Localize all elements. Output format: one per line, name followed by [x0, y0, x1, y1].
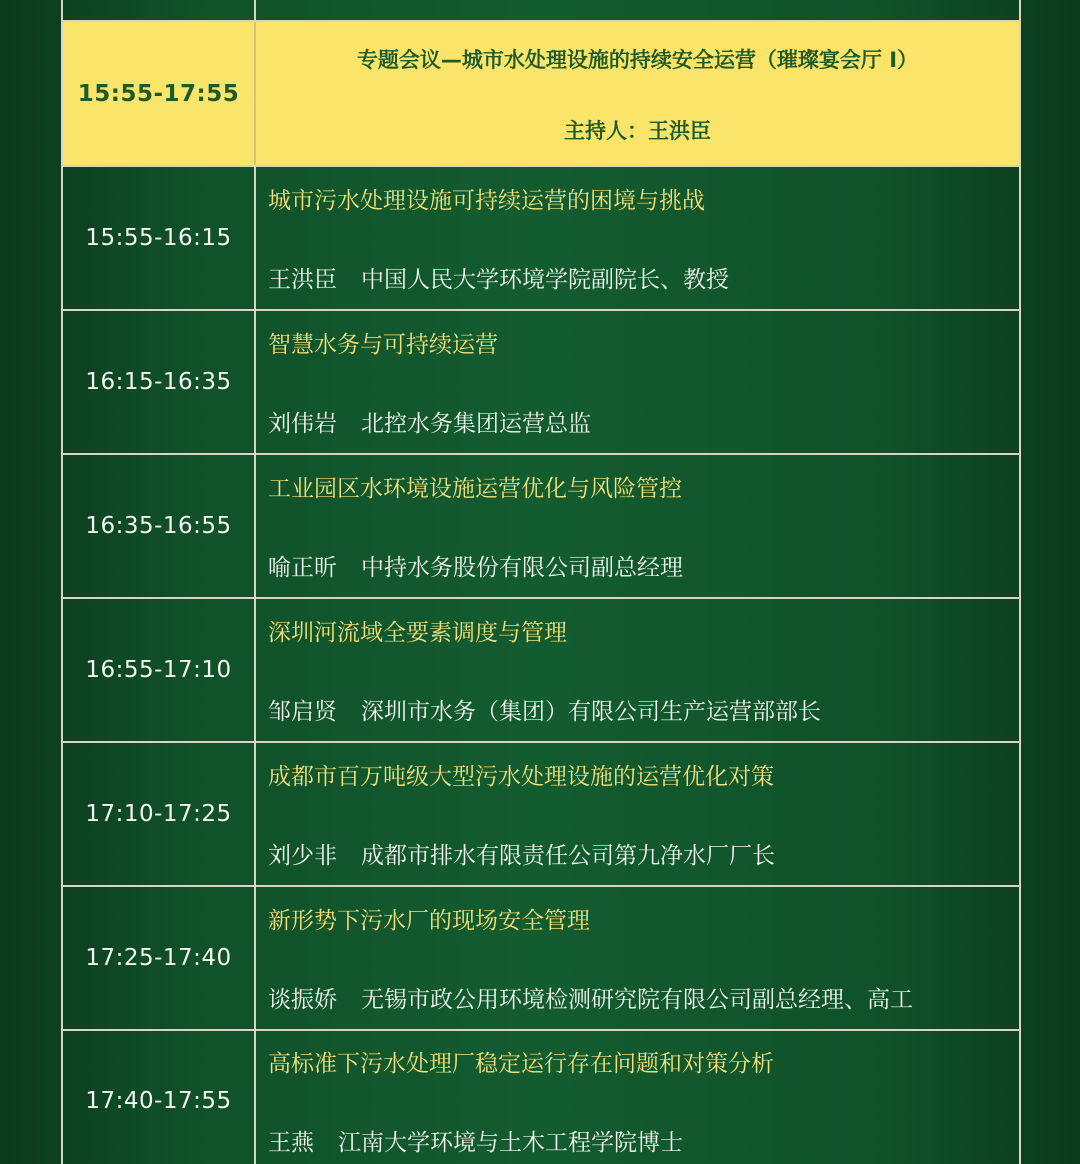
speaker-affiliation: 中国人民大学环境学院副院长、教授	[361, 267, 729, 293]
speaker-name: 谈振娇	[268, 987, 337, 1013]
agenda-content	[256, 1031, 1019, 1164]
agenda-content	[256, 311, 1019, 453]
session-header-host: 主持人：王洪臣	[564, 119, 711, 143]
agenda-content	[256, 599, 1019, 741]
agenda-time: 17:40-17:55	[63, 1031, 256, 1164]
agenda-row	[63, 599, 1019, 743]
speaker-affiliation: 江南大学环境与土木工程学院博士	[338, 1130, 683, 1156]
speaker-affiliation: 无锡市政公用环境检测研究院有限公司副总经理、高工	[361, 987, 913, 1013]
speaker-affiliation: 北控水务集团运营总监	[361, 411, 591, 437]
speaker-line	[268, 261, 1019, 294]
speaker-name: 邹启贤	[268, 699, 337, 725]
agenda-time: 16:15-16:35	[63, 311, 256, 453]
speaker-name: 王燕	[268, 1130, 314, 1156]
speaker-line	[268, 837, 1019, 870]
agenda-time: 16:55-17:10	[63, 599, 256, 741]
talk-title: 智慧水务与可持续运营	[268, 332, 498, 358]
speaker-affiliation: 深圳市水务（集团）有限公司生产运营部部长	[361, 699, 821, 725]
agenda-content	[256, 887, 1019, 1029]
talk-title: 深圳河流域全要素调度与管理	[268, 620, 567, 646]
talk-title: 工业园区水环境设施运营优化与风险管控	[268, 476, 682, 502]
talk-title: 高标准下污水处理厂稳定运行存在问题和对策分析	[268, 1051, 774, 1077]
speaker-name: 王洪臣	[268, 267, 337, 293]
speaker-affiliation: 中持水务股份有限公司副总经理	[361, 555, 683, 581]
talk-title: 成都市百万吨级大型污水处理设施的运营优化对策	[268, 764, 774, 790]
agenda-content	[256, 743, 1019, 885]
agenda-row	[63, 887, 1019, 1031]
agenda-time: 16:35-16:55	[63, 455, 256, 597]
session-header-row	[63, 22, 1019, 167]
previous-time-cell	[63, 0, 256, 20]
agenda-time: 17:10-17:25	[63, 743, 256, 885]
speaker-name: 刘少非	[268, 843, 337, 869]
agenda-row	[63, 455, 1019, 599]
previous-content-cell	[256, 0, 1019, 20]
speaker-line	[268, 1124, 1019, 1157]
speaker-line	[268, 549, 1019, 582]
agenda-row	[63, 743, 1019, 887]
session-header-content	[256, 22, 1019, 165]
agenda-row	[63, 167, 1019, 311]
speaker-line	[268, 693, 1019, 726]
agenda-content	[256, 167, 1019, 309]
agenda-content	[256, 455, 1019, 597]
agenda-table	[61, 0, 1021, 1164]
speaker-affiliation: 成都市排水有限责任公司第九净水厂厂长	[361, 843, 775, 869]
previous-row-stub	[63, 0, 1019, 22]
session-header-time: 15:55-17:55	[63, 22, 256, 165]
agenda-time: 17:25-17:40	[63, 887, 256, 1029]
speaker-line	[268, 981, 1019, 1014]
speaker-name: 喻正昕	[268, 555, 337, 581]
agenda-row	[63, 1031, 1019, 1164]
session-header-title: 专题会议—城市水处理设施的持续安全运营（璀璨宴会厅 I）	[356, 48, 919, 72]
talk-title: 城市污水处理设施可持续运营的困境与挑战	[268, 188, 705, 214]
speaker-name: 刘伟岩	[268, 411, 337, 437]
agenda-time: 15:55-16:15	[63, 167, 256, 309]
talk-title: 新形势下污水厂的现场安全管理	[268, 908, 590, 934]
agenda-row	[63, 311, 1019, 455]
speaker-line	[268, 405, 1019, 438]
